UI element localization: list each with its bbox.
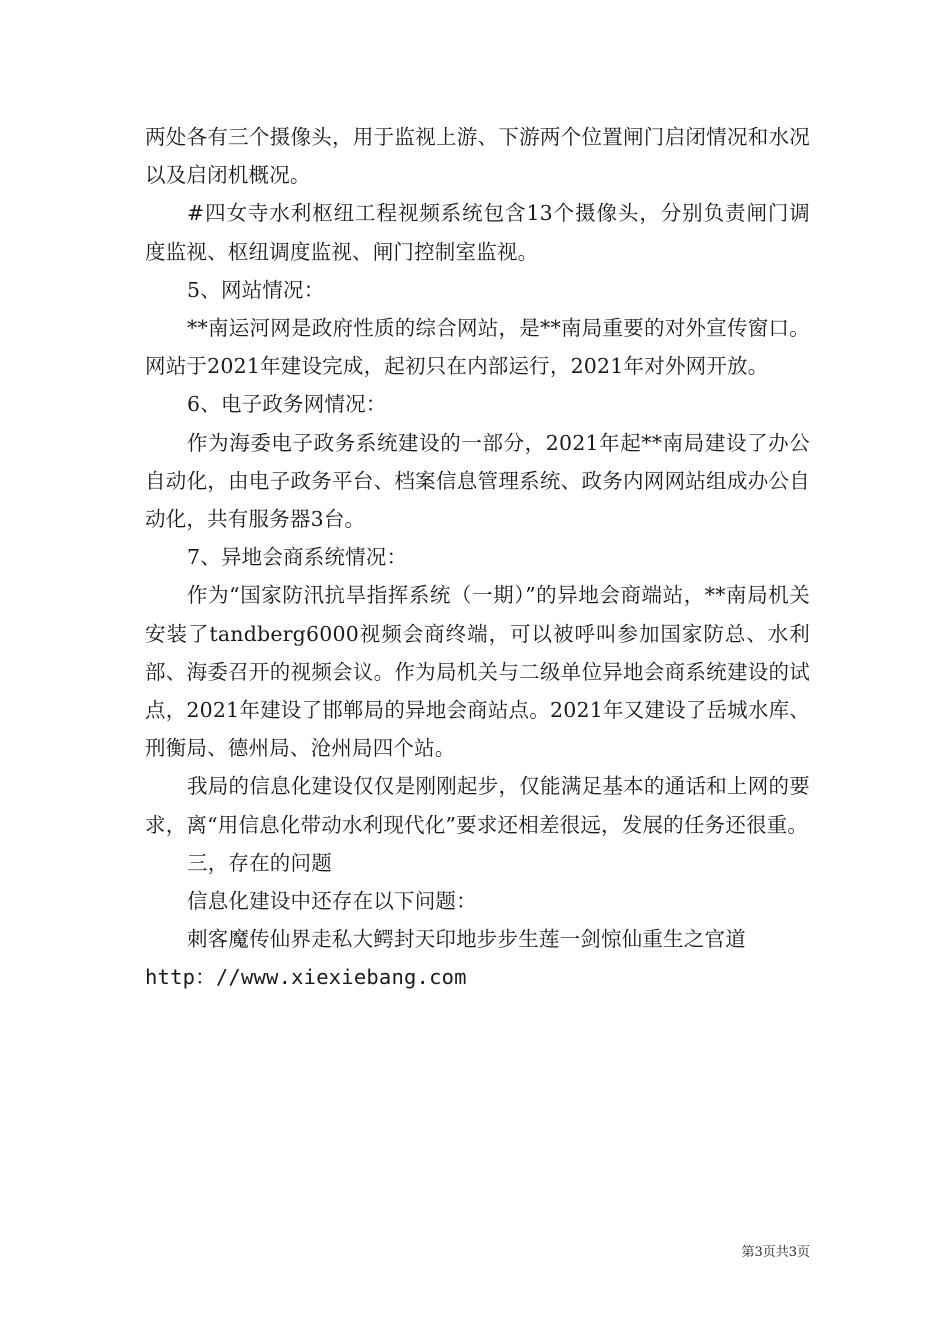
website-url-link[interactable]: http：//www.xiexiebang.com <box>145 965 467 990</box>
paragraph-camera-locations: 两处各有三个摄像头，用于监视上游、下游两个位置闸门启闭情况和水况以及启闭机概况。 <box>145 125 810 188</box>
paragraph-informatization-summary: 我局的信息化建设仅仅是刚刚起步，仅能满足基本的通话和上网的要求，离“用信息化带动水利现代化”要求还相差很远，发展的任务还很重。 <box>145 774 810 837</box>
paragraph-novel-titles: 刺客魔传仙界走私大鳄封天印地步步生莲一剑惊仙重生之官道 <box>187 927 746 952</box>
document-body <box>145 118 810 997</box>
paragraph-siniisi-video-system: #四女寺水利枢纽工程视频系统包含13个摄像头，分别负责闸门调度监视、枢纽调度监视、闸门控制室监视。 <box>145 201 810 264</box>
heading-remote-consultation: 7、异地会商系统情况： <box>187 545 408 570</box>
paragraph-egov-description: 作为海委电子政务系统建设的一部分，2021年起**南局建设了办公自动化，由电子政务平台、档案信息管理系统、政务内网网站组成办公自动化，共有服务器3台。 <box>145 430 810 532</box>
heading-existing-problems: 三，存在的问题 <box>187 850 332 875</box>
page-number-footer: 第3页共3页 <box>741 1245 810 1260</box>
paragraph-website-description: **南运河网是政府性质的综合网站，是**南局重要的对外宣传窗口。网站于2021年建设完成，起初只在内部运行，2021年对外网开放。 <box>145 316 810 379</box>
paragraph-problems-intro: 信息化建设中还存在以下问题： <box>187 889 477 914</box>
heading-egov-network: 6、电子政务网情况： <box>187 392 387 417</box>
heading-website-status: 5、网站情况： <box>187 277 325 302</box>
paragraph-remote-consultation: 作为“国家防汛抗旱指挥系统（一期）”的异地会商端站，**南局机关安装了tandberg6000视频会商终端，可以被呼叫参加国家防总、水利部、海委召开的视频会议。作为局机关与二级单位异地会商系统建设的试点，2021年建设了邯郸局的异地会商站点。2021年又建设了岳城水库、刑衡局、德州局、沧州局四个站。 <box>145 583 810 761</box>
